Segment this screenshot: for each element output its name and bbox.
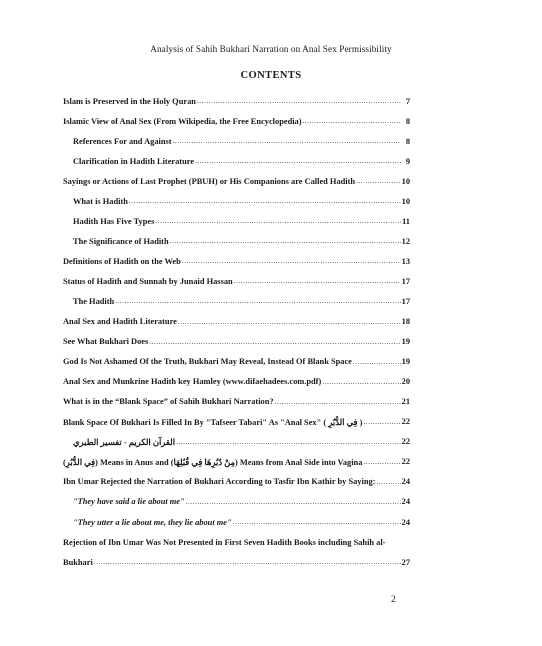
page-number: 2 <box>391 595 396 605</box>
dot-leader <box>303 116 401 126</box>
toc-subentry[interactable]: References For and Against ..... 8 <box>63 131 410 151</box>
toc-entry[interactable]: What is in the “Blank Space” of Sahih Bukhari Narration? ..... 21 <box>63 392 410 412</box>
toc-subentry[interactable]: What is Hadith ..... 10 <box>63 191 410 211</box>
table-of-contents <box>63 91 410 572</box>
toc-subentry[interactable]: Clarification in Hadith Literature ..... 9 <box>63 151 410 171</box>
toc-entry[interactable]: Rejection of Ibn Umar Was Not Presented in First Seven Hadith Books including Sahih al- <box>63 537 386 547</box>
toc-entry[interactable]: God Is Not Ashamed Of the Truth, Bukhari May Reveal, Instead Of Blank Space ..... 19 <box>63 352 410 372</box>
toc-subentry[interactable]: The Hadith ..... 17 <box>63 291 410 311</box>
dot-leader <box>173 136 401 146</box>
dot-leader <box>376 477 400 487</box>
dot-leader <box>170 236 401 246</box>
dot-leader <box>322 377 400 387</box>
toc-entry[interactable]: Definitions of Hadith on the Web ..... 13 <box>63 251 410 271</box>
toc-entry[interactable]: Islamic View of Anal Sex (From Wikipedia, the Free Encyclopedia) ..... 8 <box>63 111 410 131</box>
toc-entry[interactable]: Blank Space Of Bukhari Is Filled In By "Tafseer Tabari" As "Anal Sex" ( فِي الدُّبُرِ ) ..... 22 <box>63 412 410 432</box>
dot-leader <box>94 557 401 567</box>
toc-entry[interactable]: Islam is Preserved in the Holy Quran ..... 7 <box>63 91 410 111</box>
toc-subentry-arabic[interactable]: القرآن الكريم - تفسير الطبري ..... 22 <box>63 432 410 452</box>
toc-entry[interactable]: Anal Sex and Munkrine Hadith key Hamley (www.difaehadees.com.pdf) ..... 20 <box>63 372 410 392</box>
toc-entry[interactable]: (فِي الدُّبُرِ) Means in Anus and (مِنْ دُبُرِهَا فِي قُبُلِهَا) Means from Anal Side into Vagina ..... 22 <box>63 452 410 472</box>
dot-leader <box>356 176 401 186</box>
toc-entry[interactable]: See What Bukhari Does ..... 19 <box>63 332 410 352</box>
toc-entry[interactable]: Sayings or Actions of Last Prophet (PBUH) or His Companions are Called Hadith ..... 10 <box>63 171 410 191</box>
dot-leader <box>275 397 401 407</box>
dot-leader <box>182 256 401 266</box>
dot-leader <box>186 497 401 507</box>
dot-leader <box>176 437 401 447</box>
dot-leader <box>363 457 400 467</box>
toc-entry-continuation[interactable]: Bukhari ..... 27 <box>63 552 410 572</box>
dot-leader <box>149 337 400 347</box>
contents-title: CONTENTS <box>240 70 302 81</box>
toc-subentry[interactable]: "They have said a lie about me" ..... 24 <box>63 492 410 512</box>
toc-subentry[interactable]: Hadith Has Five Types ..... 11 <box>63 211 410 231</box>
toc-entry[interactable]: Ibn Umar Rejected the Narration of Bukhari According to Tasfir Ibn Kathir by Saying: ..... 24 <box>63 472 410 492</box>
dot-leader <box>178 317 401 327</box>
dot-leader <box>155 216 401 226</box>
toc-subentry[interactable]: "They utter a lie about me, they lie about me" ..... 24 <box>63 512 410 532</box>
dot-leader <box>115 296 400 306</box>
dot-leader <box>234 276 401 286</box>
document-header: Analysis of Sahih Bukhari Narration on Anal Sex Permissibility <box>150 44 392 54</box>
toc-entry[interactable]: Anal Sex and Hadith Literature ..... 18 <box>63 312 410 332</box>
toc-entry[interactable]: Status of Hadith and Sunnah by Junaid Hassan ..... 17 <box>63 271 410 291</box>
dot-leader <box>363 417 400 427</box>
toc-subentry[interactable]: The Significance of Hadith ..... 12 <box>63 231 410 251</box>
dot-leader <box>195 156 401 166</box>
dot-leader <box>353 357 401 367</box>
dot-leader <box>233 517 401 527</box>
dot-leader <box>197 96 401 106</box>
dot-leader <box>129 196 401 206</box>
